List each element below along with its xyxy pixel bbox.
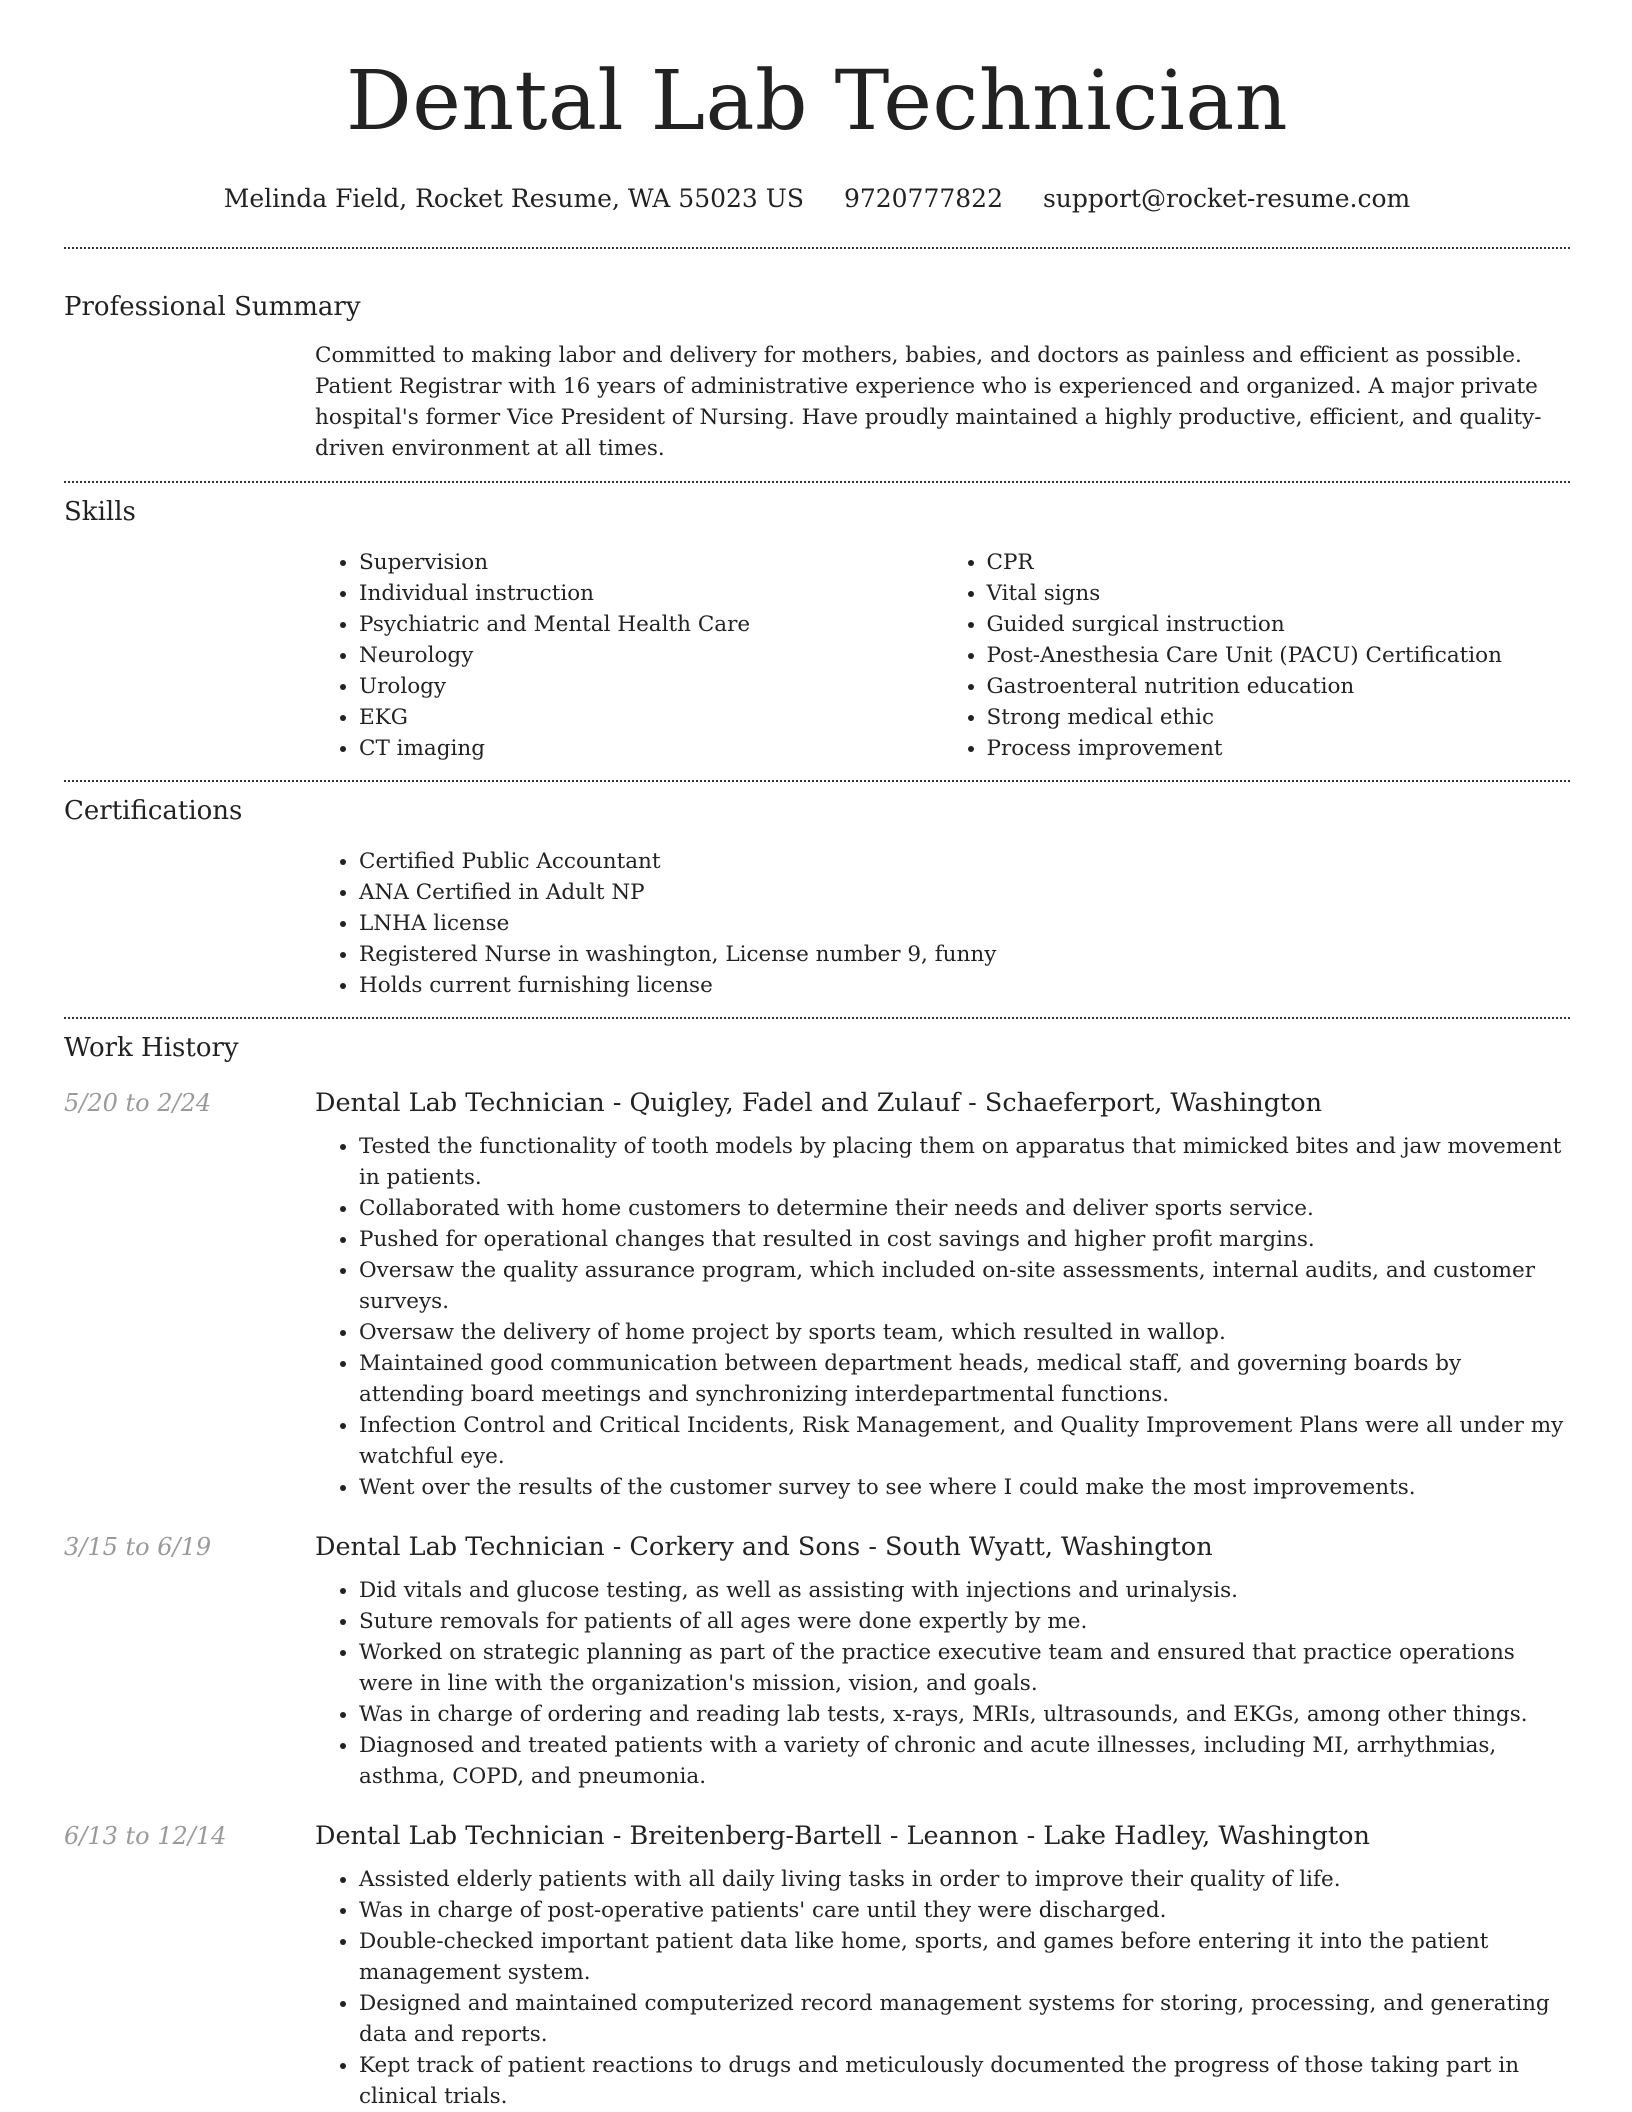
job-duties [315,1864,1570,2112]
list-item: • Vital signs [987,578,1571,609]
resume-title: Dental Lab Technician [345,54,1289,149]
list-item: • Pushed for operational changes that resulted in cost savings and higher profit margins. [359,1224,1570,1255]
work-history-list [64,1087,1570,2112]
job-duties-list [315,1131,1570,1503]
list-item: • Post-Anesthesia Care Unit (PACU) Certification [987,640,1571,671]
contact-address: Melinda Field, Rocket Resume, WA 55023 US [223,184,804,213]
contact-email: support@rocket-resume.com [1042,184,1411,213]
list-item: • ANA Certified in Adult NP [359,877,1570,908]
job-title: Dental Lab Technician - Quigley, Fadel and Zulauf - Schaeferport, Washington [315,1088,1323,1118]
list-item: • Individual instruction [359,578,943,609]
list-item: • Infection Control and Critical Incidents, Risk Management, and Quality Improvement Plans were all under my watchful eye. [359,1410,1570,1472]
list-item: • Psychiatric and Mental Health Care [359,609,943,640]
list-item: • Kept track of patient reactions to drugs and meticulously documented the progress of those taking part in clinical trials. [359,2050,1570,2112]
skills-list [315,547,1570,764]
job-header [64,1820,1570,1852]
list-item: • CPR [987,547,1571,578]
list-item: • Double-checked important patient data like home, sports, and games before entering it into the patient management system. [359,1926,1570,1988]
section-divider [64,481,1570,483]
certifications-heading: Certifications [64,796,243,826]
job-header [64,1531,1570,1563]
skills-column-right [943,547,1571,764]
certifications-list [315,846,1570,1001]
skills-column-left [315,547,943,764]
list-item: • Diagnosed and treated patients with a variety of chronic and acute illnesses, including MI, arrhythmias, asthma, COPD, and pneumonia. [359,1730,1570,1792]
job-duties [315,1131,1570,1503]
list-item: • Registered Nurse in washington, License number 9, funny [359,939,1570,970]
list-item: • Maintained good communication between department heads, medical staff, and governing boards by attending board meetings and synchronizing interdepartmental functions. [359,1348,1570,1410]
section-divider [64,247,1570,249]
list-item: • CT imaging [359,733,943,764]
job-title: Dental Lab Technician - Corkery and Sons - South Wyatt, Washington [315,1532,1213,1562]
list-item: • Tested the functionality of tooth models by placing them on apparatus that mimicked bites and jaw movement in patients. [359,1131,1570,1193]
job-duties-list [315,1575,1570,1792]
summary-heading: Professional Summary [64,292,361,322]
list-item: • Did vitals and glucose testing, as well as assisting with injections and urinalysis. [359,1575,1570,1606]
list-item: • Designed and maintained computerized record management systems for storing, processing, and generating data and reports. [359,1988,1570,2050]
list-item: • Process improvement [987,733,1571,764]
list-item: • Neurology [359,640,943,671]
contact-phone: 9720777822 [843,184,1003,213]
section-divider [64,1017,1570,1019]
job-dates: 3/15 to 6/19 [64,1533,212,1561]
skills-heading: Skills [64,497,136,527]
list-item: • Assisted elderly patients with all daily living tasks in order to improve their quality of life. [359,1864,1570,1895]
contact-line [64,182,1570,216]
list-item: • Oversaw the quality assurance program, which included on-site assessments, internal audits, and customer surveys. [359,1255,1570,1317]
job-dates: 5/20 to 2/24 [64,1089,212,1117]
list-item: • Guided surgical instruction [987,609,1571,640]
job-title: Dental Lab Technician - Breitenberg-Bartell - Leannon - Lake Hadley, Washington [315,1821,1370,1851]
list-item: • Urology [359,671,943,702]
list-item: • Gastroenteral nutrition education [987,671,1571,702]
list-item: • Was in charge of post-operative patients' care until they were discharged. [359,1895,1570,1926]
list-item: • Collaborated with home customers to determine their needs and deliver sports service. [359,1193,1570,1224]
job-entry [64,1531,1570,1792]
job-header [64,1087,1570,1119]
job-entry [64,1087,1570,1503]
job-duties [315,1575,1570,1792]
list-item: • Suture removals for patients of all ages were done expertly by me. [359,1606,1570,1637]
list-item: • Supervision [359,547,943,578]
list-item: • Certified Public Accountant [359,846,1570,877]
job-dates: 6/13 to 12/14 [64,1822,227,1850]
list-item: • LNHA license [359,908,1570,939]
list-item: • Strong medical ethic [987,702,1571,733]
list-item: • Went over the results of the customer survey to see where I could make the most improvements. [359,1472,1570,1503]
list-item: • Worked on strategic planning as part of the practice executive team and ensured that practice operations were in line with the organization's mission, vision, and goals. [359,1637,1570,1699]
list-item: • Oversaw the delivery of home project by sports team, which resulted in wallop. [359,1317,1570,1348]
resume-page [64,0,1570,2112]
list-item: • EKG [359,702,943,733]
job-duties-list [315,1864,1570,2112]
list-item: • Was in charge of ordering and reading lab tests, x-rays, MRIs, ultrasounds, and EKGs, among other things. [359,1699,1570,1730]
job-entry [64,1820,1570,2112]
section-divider [64,780,1570,782]
work-history-heading: Work History [64,1033,239,1063]
summary-text: Committed to making labor and delivery for mothers, babies, and doctors as painless and efficient as possible. Patient Registrar with 16 years of administrative experience who is experienced and organized. A major private hospital's former Vice President of Nursing. Have proudly maintained a highly productive, efficient, and quality-driven environment at all times. [315,343,1542,461]
certifications-items [315,846,1570,1001]
list-item: • Holds current furnishing license [359,970,1570,1001]
